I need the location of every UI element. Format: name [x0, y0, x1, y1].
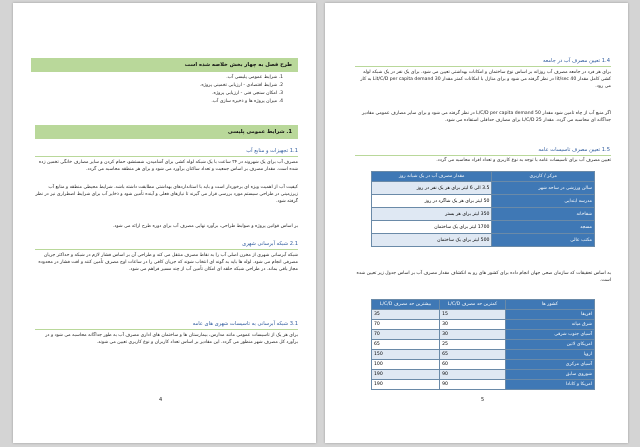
- table-cell: شفاخانه: [492, 208, 595, 221]
- heading-rule: [35, 156, 298, 157]
- table-cell: 50 لیتر برای هر یک شاگرد در روز: [372, 195, 492, 208]
- subsection-heading: 1.1 تجهیزات و منابع آب: [246, 148, 298, 154]
- table-cell: مسجد: [492, 221, 595, 234]
- table-cell: 3.5 الی 6 لیتر برای هر یک نفر در روز: [372, 182, 492, 195]
- table-cell: 500 لیتر برای یک ساختمان: [372, 234, 492, 247]
- table-row: [372, 310, 595, 320]
- table-header: مقدار مصرف آب در یک شبانه روز: [372, 172, 492, 182]
- table-cell: 35: [372, 310, 440, 320]
- table-row: [372, 234, 595, 247]
- summary-item: 1. شرایط عمومی پلیسی آب.: [226, 75, 283, 80]
- table-cell: آسیای مرکزی: [505, 360, 594, 370]
- table-cell: 90: [440, 370, 506, 380]
- table-row: [372, 221, 595, 234]
- summary-item: 3. امکان سنجی فنی - ارزیابی پروژه.: [212, 91, 283, 96]
- table-cell: 90: [440, 380, 506, 390]
- heading-rule: [35, 329, 298, 330]
- heading-rule: [355, 155, 611, 156]
- body-paragraph: برای هر فرد در جامعه مصرف آب روزانه بر اساس نوع ساختمان و امکانات بهداشتی تعیین می شود. برای یک نفر در یک شبکه لوله کشی کامل مقدار 40 lit/sec در نظر گرفته می شود و برای منازل با امکانات کمتر مقدار 30 Lit/C/D per capita demand به کار می رود.: [360, 70, 611, 89]
- table-cell: 30: [440, 320, 506, 330]
- table-row: [372, 208, 595, 221]
- subsection-heading: 2.1 شبکه آبرسانی شهری: [242, 241, 298, 247]
- table-cell: 60: [440, 360, 506, 370]
- body-paragraph: تعیین مصرف آب برای تاسیسات عامه با توجه به نوع کاربری و تعداد افراد محاسبه می گردد.: [436, 158, 611, 163]
- table-cell: مکتب عالی: [492, 234, 595, 247]
- table-cell: 190: [372, 370, 440, 380]
- table-cell: 70: [372, 330, 440, 340]
- document-page-left: [13, 3, 316, 443]
- table-row: [372, 370, 595, 380]
- table-cell: آسیای جنوب شرقی: [505, 330, 594, 340]
- table-row: [372, 182, 595, 195]
- table-cell: 25: [440, 340, 506, 350]
- body-paragraph: شبکه آبرسانی شهری از مخزن اصلی آب را به نقاط مصرف منتقل می کند و طراحی آن بر اساس فشار لازم در شبکه و حداکثر جریان مصرفی انجام می شود. لوله ها باید به گونه ای انتخاب شوند که جریان کافی را در ساعات اوج مصرف تأمین کنند و افت فشار در محدوده مجاز باقی بماند. در طراحی شبکه حلقه ای امکان تأمین آب از چند مسیر فراهم می شود.: [38, 253, 298, 272]
- table-header: کمترین حد مصرف L/C/D: [440, 300, 506, 310]
- heading-rule: [355, 66, 611, 67]
- regional-consumption-table: [371, 299, 595, 390]
- body-paragraph: بر اساس قوانین پروژه و ضوابط طراحی، برآورد نهایی مصرف آب برای دوره طرح ارائه می شود.: [112, 224, 298, 229]
- table-cell: 350 لیتر برای هر بستر: [372, 208, 492, 221]
- table-row: [372, 350, 595, 360]
- table-cell: 65: [372, 340, 440, 350]
- subsection-heading: 1.4 تعیین مصرف آب در جامعه: [542, 58, 610, 64]
- table-cell: 1700 لیتر برای یک ساختمان: [372, 221, 492, 234]
- summary-item: 4. میزان پروژه ها و ذخیره سازی آب.: [211, 99, 283, 104]
- page-number: 5: [481, 397, 485, 403]
- summary-title: طرح فصل به چهار بخش خلاصه شده است: [31, 58, 298, 72]
- table-header: بیشترین حد مصرف L/C/D: [372, 300, 440, 310]
- table-cell: 15: [440, 310, 506, 320]
- summary-item: 2. شرایط اقتصادی - ارزیابی تخمینی پروژه.: [199, 83, 283, 88]
- document-page-right: [325, 3, 628, 443]
- table-cell: امریکای لاتین: [505, 340, 594, 350]
- body-paragraph: اگر منبع آب از چاه تامین شود مقدار 50 L/C/D per capita demand در نظر گرفته می شود و برای سایر مصارف عمومی مقادیر جداگانه ای محاسبه می گردد. مقدار 25 L/C/D برای مصارف حداقلی استفاده می شود.: [362, 111, 611, 123]
- table-row: [372, 380, 595, 390]
- table-row: [372, 360, 595, 370]
- heading-rule: [35, 249, 298, 250]
- body-paragraph: به اساس تحقیقات که سازمان صحی جهان انجام داده برای کشور های رو به انکشاف مقدار مصرف آب بر اساس جدول زیر تعیین شده است.: [356, 271, 611, 283]
- table-cell: امریکا و کانادا: [505, 380, 594, 390]
- table-row: [372, 330, 595, 340]
- table-cell: شوروی سابق: [505, 370, 594, 380]
- table-cell: 70: [372, 320, 440, 330]
- table-cell: سالن ورزشی در ساحه شهر: [492, 182, 595, 195]
- table-row: [372, 340, 595, 350]
- body-paragraph: مصرف آب برای یک شهروند در ۲۴ ساعت با یک شبکه لوله کشی برای آشامیدن، شستشو، حمام کردن و سایر مصارف خانگی تخمین زده شده است. مقدار مصرف بر اساس جمعیت و تعداد ساکنان برآورد می شود و برای هر منطقه محاسبه می گردد.: [38, 160, 298, 172]
- table-header: مرکز / کاربری: [492, 172, 595, 182]
- table-cell: 190: [372, 380, 440, 390]
- water-demand-table: [371, 171, 595, 247]
- table-cell: 65: [440, 350, 506, 360]
- table-row: [372, 320, 595, 330]
- table-cell: اروپا: [505, 350, 594, 360]
- subsection-heading: 1.5 تعیین مصرف تاسیسات عامه: [538, 147, 610, 153]
- page-number: 4: [159, 397, 163, 403]
- table-cell: 30: [440, 330, 506, 340]
- body-paragraph: کیفیت آب از اهمیت ویژه ای برخوردار است و باید با استانداردهای بهداشتی مطابقت داشته باشد. شرایط محیطی منطقه و منابع آب زیرزمینی در طراحی سیستم مورد بررسی قرار می گیرند تا نیازهای فعلی و آینده تأمین شود و ذخایر آب برای شرایط اضطراری نیز در نظر گرفته شود.: [35, 185, 298, 204]
- section-heading: 1. شرایط عمومی پلیسی: [35, 125, 298, 139]
- table-cell: 150: [372, 350, 440, 360]
- table-row: [372, 195, 595, 208]
- table-header: کشور ها: [505, 300, 594, 310]
- subsection-heading: 3.1 شبکه آبرسانی به تاسیسات شهری های عامه: [192, 321, 298, 327]
- body-paragraph: برای هر یک از تاسیسات عمومی مانند مدارس، بیمارستان ها و ساختمان های اداری مصرف آب به طور جداگانه محاسبه می شود و در برآورد کل مصرف شهر منظور می گردد. این مقادیر بر اساس تعداد کاربران و نوع کاربری تعیین می شوند.: [45, 333, 298, 345]
- table-cell: افریقا: [505, 310, 594, 320]
- table-cell: 100: [372, 360, 440, 370]
- table-cell: مدرسه ابتدایی: [492, 195, 595, 208]
- table-cell: شرق میانه: [505, 320, 594, 330]
